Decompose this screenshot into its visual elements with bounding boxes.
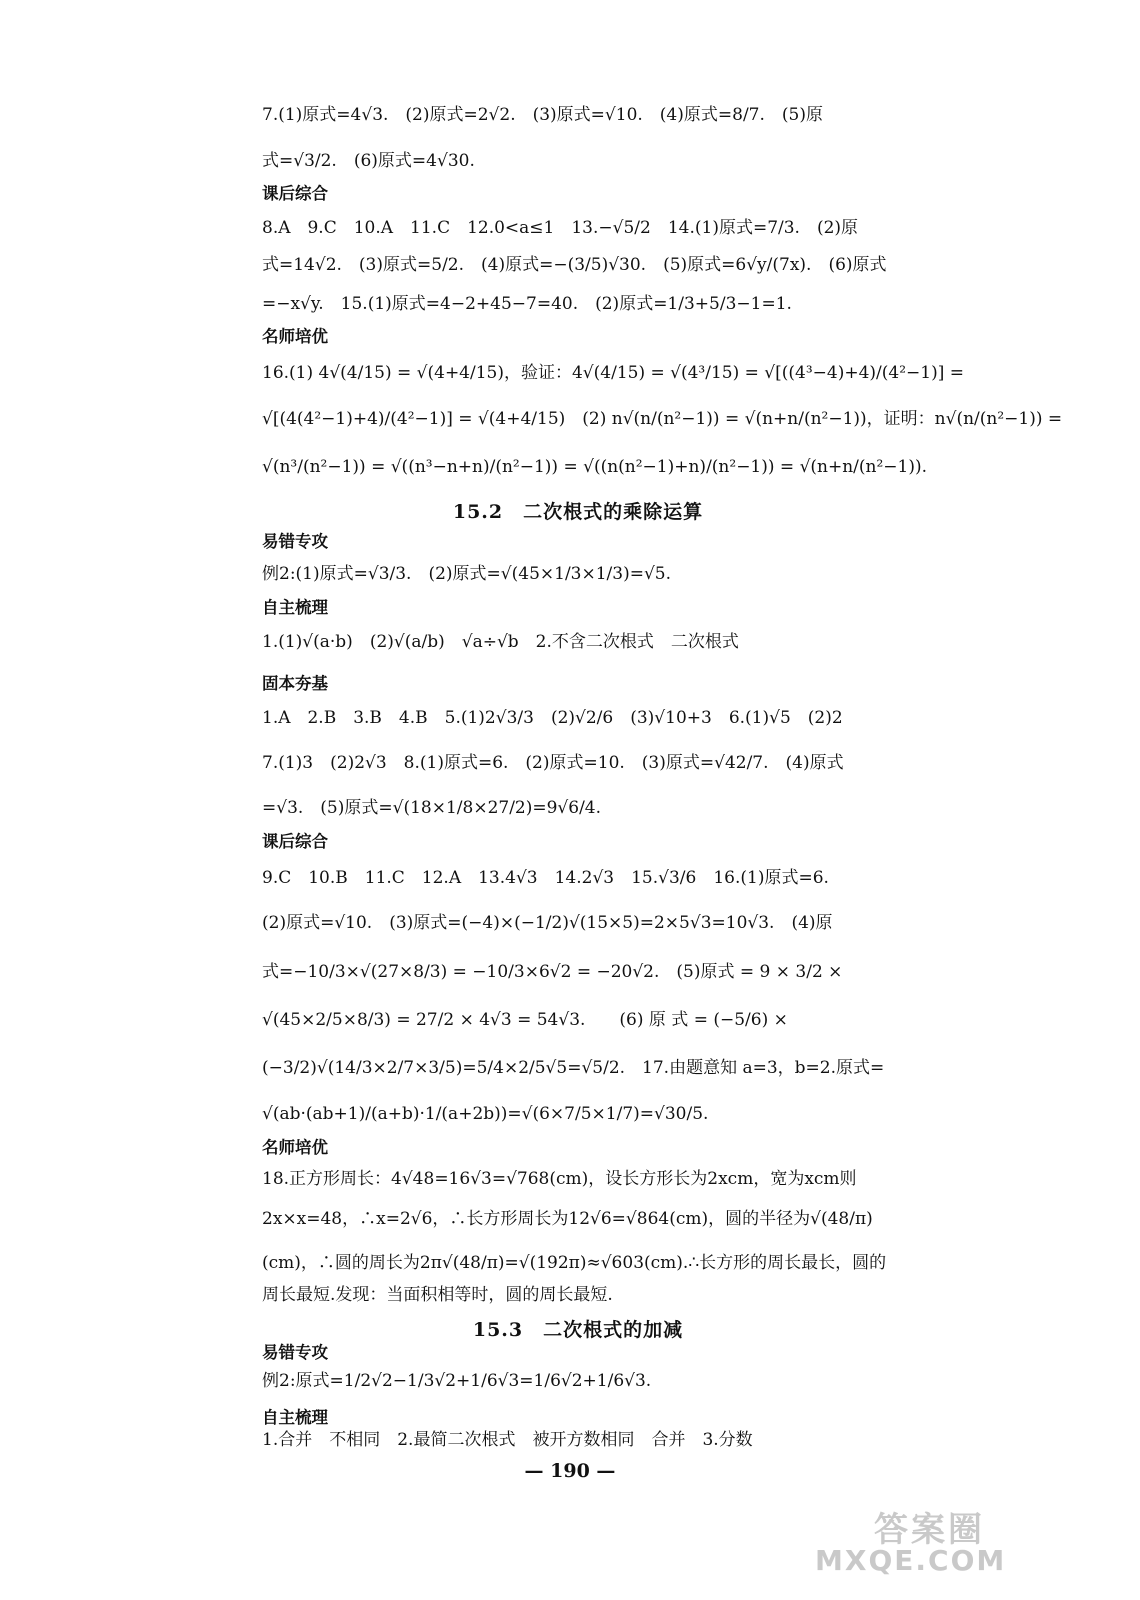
page-number: — 190 — [524, 1460, 616, 1482]
text-line: (cm)，∴圆的周长为2π√(48/π)=√(192π)≈√603(cm).∴长方形的周长最长，圆的 [262, 1253, 887, 1273]
text-line: (2)原式=√10. (3)原式=(−4)×(−1/2)√(15×5)=2×5√3=10√3. (4)原 [262, 913, 833, 933]
text-line: 9.C 10.B 11.C 12.A 13.4√3 14.2√3 15.√3/6 16.(1)原式=6. [262, 868, 829, 888]
text-line: 式=14√2. (3)原式=5/2. (4)原式=−(3/5)√30. (5)原式=6√y/(7x). (6)原式 [262, 255, 887, 275]
heading-basics: 固本夯基 [262, 674, 328, 693]
text-line: √(n³/(n²−1)) = √((n³−n+n)/(n²−1)) = √((n(n²−1)+n)/(n²−1)) = √(n+n/(n²−1)). [262, 457, 928, 477]
heading-teacher-advanced: 名师培优 [262, 1138, 328, 1157]
heading-self-review: 自主梳理 [262, 598, 328, 617]
section-title-15-3: 15.3 二次根式的加减 [472, 1319, 684, 1341]
text-line: √(ab·(ab+1)/(a+b)·1/(a+2b))=√(6×7/5×1/7)=√30/5. [262, 1104, 709, 1124]
text-line: 7.(1)原式=4√3. (2)原式=2√2. (3)原式=√10. (4)原式=8/7. (5)原 [262, 105, 823, 125]
text-line: 周长最短.发现：当面积相等时，圆的周长最短. [262, 1285, 613, 1305]
watermark-en: MXQE.COM [815, 1544, 1007, 1577]
text-line: 例2:(1)原式=√3/3. (2)原式=√(45×1/3×1/3)=√5. [262, 564, 672, 584]
text-line: √(45×2/5×8/3) = 27/2 × 4√3 = 54√3. (6) 原 式 = (−5/6) × [262, 1010, 788, 1030]
heading-error-prone: 易错专攻 [262, 1343, 328, 1362]
text-line: 7.(1)3 (2)2√3 8.(1)原式=6. (2)原式=10. (3)原式=√42/7. (4)原式 [262, 753, 844, 773]
heading-teacher-advanced: 名师培优 [262, 327, 328, 346]
text-line: 式=−10/3×√(27×8/3) = −10/3×6√2 = −20√2. (5)原式 = 9 × 3/2 × [262, 962, 843, 982]
text-line: 16.(1) 4√(4/15) = √(4+4/15)，验证：4√(4/15) = √(4³/15) = √[((4³−4)+4)/(4²−1)] = [262, 363, 964, 383]
text-line: =−x√y. 15.(1)原式=4−2+45−7=40. (2)原式=1/3+5/3−1=1. [262, 294, 792, 314]
watermark-cn: 答案圈 [874, 1510, 985, 1550]
section-title-15-2: 15.2 二次根式的乘除运算 [452, 501, 704, 523]
text-line: 例2:原式=1/2√2−1/3√2+1/6√3=1/6√2+1/6√3. [262, 1371, 652, 1391]
text-line: 式=√3/2. (6)原式=4√30. [262, 151, 475, 171]
text-line: 8.A 9.C 10.A 11.C 12.0<a≤1 13.−√5/2 14.(1)原式=7/3. (2)原 [262, 218, 859, 238]
text-line: 1.A 2.B 3.B 4.B 5.(1)2√3/3 (2)√2/6 (3)√10+3 6.(1)√5 (2)2 [262, 708, 843, 728]
heading-error-prone: 易错专攻 [262, 532, 328, 551]
text-line: √[(4(4²−1)+4)/(4²−1)] = √(4+4/15) (2) n√(n/(n²−1)) = √(n+n/(n²−1))，证明：n√(n/(n²−1)) = [262, 409, 1063, 429]
text-line: 1.合并 不相同 2.最简二次根式 被开方数相同 合并 3.分数 [262, 1430, 753, 1450]
text-line: 18.正方形周长：4√48=16√3=√768(cm)，设长方形长为2xcm，宽为xcm则 [262, 1169, 857, 1189]
text-line: =√3. (5)原式=√(18×1/8×27/2)=9√6/4. [262, 798, 602, 818]
text-line: (−3/2)√(14/3×2/7×3/5)=5/4×2/5√5=√5/2. 17.由题意知 a=3，b=2.原式= [262, 1058, 885, 1078]
heading-homework-comprehensive: 课后综合 [262, 184, 328, 203]
watermark-logo [815, 1502, 1007, 1582]
text-line: 2x×x=48，∴x=2√6，∴长方形周长为12√6=√864(cm)，圆的半径为√(48/π) [262, 1209, 873, 1229]
text-line: 1.(1)√(a·b) (2)√(a/b) √a÷√b 2.不含二次根式 二次根式 [262, 632, 739, 652]
heading-homework-comprehensive: 课后综合 [262, 832, 328, 851]
heading-self-review: 自主梳理 [262, 1408, 328, 1427]
